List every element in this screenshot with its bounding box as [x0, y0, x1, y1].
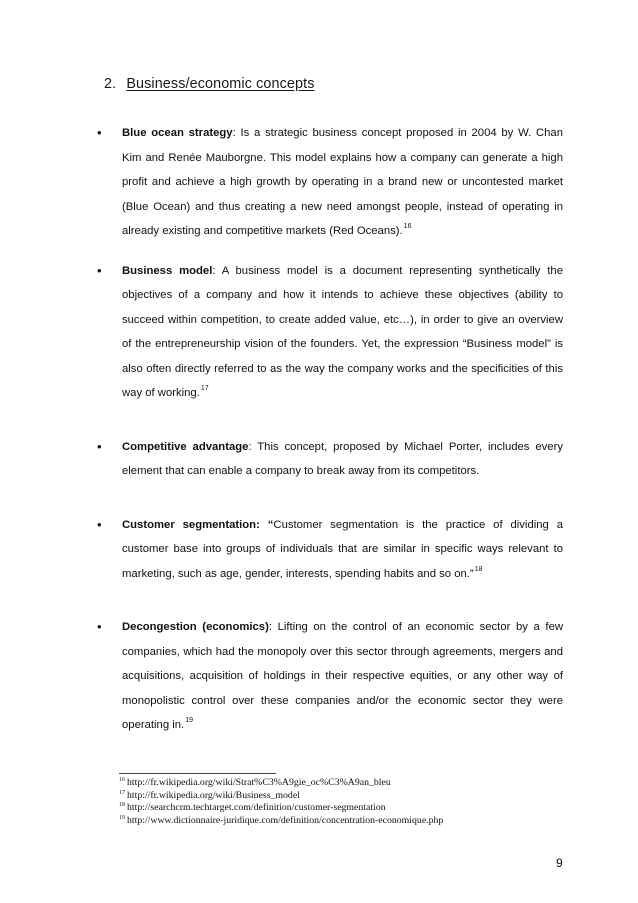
footnotes [119, 777, 443, 827]
section-heading [104, 76, 315, 92]
concept-item-business-model [97, 259, 563, 406]
concept-item-decongestion [97, 615, 563, 738]
footnote-number: 17 [119, 789, 125, 796]
footnote-number: 18 [119, 802, 125, 808]
term-separator: : [232, 127, 241, 139]
concept-term: Blue ocean strategy [122, 127, 233, 139]
term-separator: : [212, 264, 222, 277]
concept-term: Business model [122, 264, 213, 277]
footnote-ref: 18 [474, 565, 483, 573]
concept-list [97, 121, 563, 738]
footnote-link[interactable]: http://fr.wikipedia.org/wiki/Strat%C3%A9gie_oc%C3%A9an_bleu [127, 777, 391, 788]
footnote-ref: 19 [185, 717, 193, 724]
bullet-icon: • [97, 125, 102, 140]
footnote-ref: 16 [403, 223, 412, 230]
footnote-link[interactable]: http://www.dictionnaire-juridique.com/definition/concentration-economique.php [127, 814, 444, 826]
section-number: 2. [104, 76, 117, 92]
footnote-divider [119, 773, 276, 774]
bullet-icon: • [97, 516, 102, 532]
footnote-link[interactable]: http://searchcrm.techtarget.com/definition/customer-segmentation [127, 802, 386, 813]
footnote-ref: 17 [200, 385, 209, 392]
concept-item-customer-segmentation [97, 513, 563, 587]
bullet-icon: • [97, 619, 102, 634]
concept-definition: Lifting on the control of an economic sector by a few companies, which had the monopoly over this sector through agreements, mergers and acquisitions, acquisition of holdings in their respective equities, or any other way of monopolistic control over these companies and/or the economic sector they were operating in. [122, 621, 564, 731]
bullet-icon: • [97, 262, 102, 278]
concept-definition: A business model is a document representing synthetically the objectives of a company and how it intends to achieve these objectives (ability to succeed within competition, to create added value, etc…), in order to give an overview of the entrepreneurship vision of the founders. Yet, the expression “Business model” is also often directly referred to as the way the company works and the specificities of this way of working. [122, 264, 564, 399]
concept-item-blue-ocean [97, 121, 563, 244]
concept-term: Competitive advantage [122, 440, 249, 453]
footnote-link[interactable]: http://fr.wikipedia.org/wiki/Business_model [127, 789, 300, 801]
concept-item-competitive-advantage [97, 435, 563, 484]
bullet-icon: • [97, 438, 102, 454]
concept-term: Decongestion (economics) [122, 621, 269, 633]
concept-definition: Customer segmentation is the practice of dividing a customer base into groups of individuals that are similar in specific ways relevant to marketing, such as age, gender, interests, spending habits and so on.” [122, 518, 563, 580]
section-title: Business/economic concepts [126, 76, 315, 92]
footnote [119, 815, 443, 828]
footnote [119, 802, 443, 815]
footnote-number: 19 [119, 814, 125, 821]
concept-definition: This concept, proposed by Michael Porter, includes every element that can enable a company to break away from its competitors. [122, 440, 563, 477]
footnote [119, 777, 443, 790]
page-number: 9 [556, 856, 563, 870]
concept-definition: Is a strategic business concept proposed in 2004 by W. Chan Kim and Renée Mauborgne. This model explains how a company can generate a high profit and achieve a high growth by operating in a brand new or uncontested market (Blue Ocean) and thus creating a new need amongst people, instead of operating in already existing and competitive markets (Red Oceans). [122, 127, 564, 237]
concept-term: Customer segmentation: “ [122, 518, 274, 531]
term-separator: : [248, 440, 258, 453]
footnote [119, 790, 443, 803]
footnote-number: 16 [119, 777, 125, 783]
term-separator: : [268, 621, 278, 633]
